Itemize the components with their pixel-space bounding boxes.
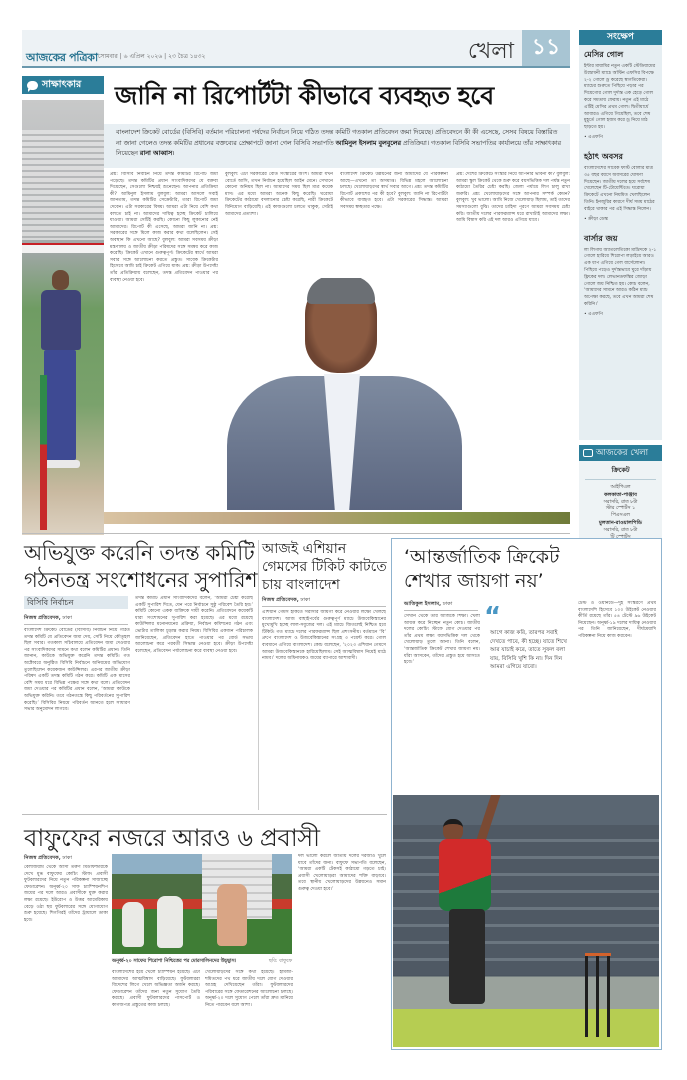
asian-games-byline: [262, 597, 310, 605]
fixture-channel: স্টার স্পোর্টস ১: [605, 506, 636, 512]
bafufe-headline: বাফুফের নজরে আরও ৬ প্রবাসী: [24, 824, 320, 852]
page-number: ১১: [522, 30, 570, 66]
quote-mark-icon: “: [484, 602, 502, 632]
bowler-figure: [437, 795, 521, 1035]
feature-column-1: সেখান থেকে তাঁর আজকে শিক্ষা। খেলা আয়ত্ত করে নিচ্ছেন নতুন কোচ। জাতীয় দলের কোচিং স্টাফে যোগ দেওয়ার পর তাঁর প্রথম লক্ষ্য বয়সভিত্তিক দল থেকে খেলোয়াড় তুলে আনা। তিনি বলেন, ‘আন্তর্জাতিক ক্রিকেট শেখার জায়গা নয়। যাঁরা আসবেন, তাঁদের প্রস্তুত হয়ে আসতে হবে।’: [404, 614, 480, 666]
stadium-stands: [22, 130, 104, 240]
boundary-pole: [40, 375, 47, 530]
fixture-time: সরাসরি, রাত ৮টা: [603, 499, 638, 505]
person-head: [52, 270, 69, 290]
cricket-stumps: [585, 953, 611, 1037]
fixture-time: সরাসরি, রাত ৮টা: [603, 527, 638, 533]
byline-name: নিজস্ব প্রতিবেদক,: [262, 597, 299, 603]
section-title: খেলা: [467, 39, 514, 64]
photo-stadium-standing: [22, 100, 104, 535]
player-figure: [122, 902, 144, 947]
stadium-banner: [22, 243, 104, 253]
headline-line: শেখার জায়গা নয়’: [404, 570, 544, 592]
bafufe-column-3: খেলোয়াড়দের সঙ্গে কথা হয়েছে। হামজা-শমিতদের পথ ধরে জাতীয় দলে যোগ দেওয়ার আগ্রহ দেখিয়েছেন তাঁরা। ফুটবলারদের পরিবারের সঙ্গে ফেডারেশনের আলোচনা চলছে। অনূর্ধ্ব-২০ দলে সুযোগ পেলে তাঁরা দ্রুত মানিয়ে নিতে পারবেন বলে আশা।: [205, 970, 293, 1008]
kicker-label: বিসিবি নির্বাচন: [24, 596, 128, 609]
divider: [262, 606, 386, 607]
photo-caption: [112, 958, 292, 966]
brief-credit: • এএফপি: [584, 311, 603, 317]
photo-portrait-bulbul: [227, 278, 462, 510]
feature-column-2: টেস্ট ও ওয়ানডে—দুই সংস্করণে প্রথম বাংলাদেশি হিসেবে ১০০ উইকেট নেওয়ার কীর্তি রয়েছে তাঁর। ৫৪ টেস্টে ৯৬ উইকেট নিয়েছেন। অনূর্ধ্ব-১৯ দলের দায়িত্ব নেওয়ার পর তিনি জানিয়েছেন, দীর্ঘমেয়াদি পরিকল্পনা নিয়ে কাজ করবেন।: [578, 601, 656, 639]
feature-box-coach: [391, 538, 662, 1050]
fixture-teams: মুলতান-রাওয়ালপিন্ডি: [598, 519, 642, 526]
brief-credit: • এএফপি: [584, 134, 603, 140]
byline-name: নিজস্ব প্রতিবেদক,: [24, 615, 61, 621]
photo-football-celebration: [112, 854, 292, 954]
bafufe-byline: [24, 855, 72, 863]
masthead: [22, 30, 570, 68]
player-figure: [217, 884, 247, 946]
lede-subject-name: আমিনুল ইসলাম বুলবুলের: [335, 139, 401, 147]
asian-games-body: এশিয়ান গেমস হকিতে সরাসরি জায়গা করে নেওয়ার লক্ষ্যে খেলছে বাংলাদেশ। আজ বাছাইপর্বের গুরুত্বপূর্ণ ম্যাচে উজবেকিস্তানের মুখোমুখি হচ্ছে লাল-সবুজের দল। এই ম্যাচে জিতলেই নিশ্চিত হবে টিকিট। গত ম্যাচে দলের পারফরম্যান্স ছিল প্রশংসনীয়। বর্তমানে ‘বি’ গ্রুপে বাংলাদেশ ও উজবেকিস্তানের সংগ্রহ ৩ পয়েন্ট করে। গোল ব্যবধানে এগিয়ে বাংলাদেশ। কোচ বলেছেন, ‘২০২৩ এশিয়ান গেমসে আমরা উজবেকিস্তানকে হারিয়েছিলাম। সেই আত্মবিশ্বাস নিয়েই মাঠে নামব।’ দলের অধিনায়কও জয়ের ব্যাপারে আশাবাদী।: [262, 610, 386, 662]
bowler-jersey: [439, 839, 491, 911]
brand-logo: আজকের পত্রিকা: [26, 51, 98, 64]
headline-line: ‘আন্তর্জাতিক ক্রিকেট: [404, 546, 560, 568]
byline-name: নিজস্ব প্রতিবেদক,: [24, 855, 61, 861]
interview-column-1: প্রশ্ন: বিসিবি নির্বাচন নিয়ে তদন্ত কমিটির রিপোর্ট জমা পড়েছে। তদন্ত কমিটির প্রধান সাংবাদিকদের যে বক্তব্য দিয়েছেন, সেগুলো নিশ্চয়ই শুনেছেন। আপনার প্রতিক্রিয়া কী? আমিনুল ইসলাম বুলবুল: আমরা আসলে সবাই জানতাম, তদন্ত কমিটির সেক্রেটারি, তারা রিপোর্ট জমা দেবেন। এটা সরকারের বিষয়। আমরা এটা নিয়ে বেশি কথা বলতে চাই না। আমাদের দায়িত্ব হচ্ছে ক্রিকেট চালিয়ে যাওয়া। আমরা সেটিই করছি। কোনো কিছু লুকানোর নেই আমাদের। রিপোর্ট কী এসেছে, আমরা জানি না। প্রশ্ন: সরকারের সঙ্গে মিলে কাজ করার কথা বলেছিলেন। সেই অবস্থান কি এখনো আছে? বুলবুল: আমরা সবসময় ক্রীড়া মন্ত্রণালয় ও জাতীয় ক্রীড়া পরিষদের সঙ্গে সমন্বয় করে কাজ করেছি। ক্রিকেট এখানে গুরুত্বপূর্ণ। ক্রিকেটের স্বার্থে আমরা সবার সঙ্গে আলোচনা করতে প্রস্তুত। সাবেক ক্রিকেটার হিসেবে আমি চাই ক্রিকেট এগিয়ে যাক। প্রশ্ন: ক্রীড়া উপদেষ্টা তাঁর প্রতিক্রিয়ায় বলেছেন, তদন্ত প্রতিবেদন পাওয়ার পর ব্যবস্থা নেওয়া হবে।: [110, 172, 218, 283]
sport-name: ক্রিকেট: [611, 466, 630, 474]
feature-byline: [404, 601, 452, 609]
byline-place: ঢাকা: [441, 601, 453, 607]
bafufe-column-4: দল ভালো করলে জাতীয় দলের দরজাও খুলে যাবে তাঁদের জন্য। বাফুফে সভাপতি বলেছেন, ‘আমরা একটি টেকসই কাঠামো গড়তে চাই। প্রবাসী খেলোয়াড়রা আমাদের শক্তি বাড়াবে। তবে স্থানীয় খেলোয়াড়দের উন্নয়নেও সমান গুরুত্ব দেওয়া হবে।’: [298, 854, 386, 892]
bowler-legs: [449, 909, 485, 1004]
interview-column-2: বুলবুল: এটা সরকারের বোর্ড সংস্কারের অংশ। আমরা যখন বোর্ডে আসি, তখন নির্বাচন হয়েছিল আইন মেনে। সেখানে কোনো অনিয়ম ছিল না। আমাদের সময় ছিল মাত্র কয়েক মাস। এর মধ্যে আমরা অনেক কিছু করেছি। ঘরোয়া ক্রিকেটের কাঠামো বদলানোর চেষ্টা করেছি, নারী ক্রিকেটে বিনিয়োগ বাড়িয়েছি। এই কাজগুলো চলতে থাকুক, সেটাই আমাদের প্রত্যাশা।: [225, 172, 333, 217]
interview-lede: [104, 124, 570, 168]
interview-column-3: বাংলাদেশ ক্রিকেট উন্নয়নের জন্য আমাদের যে পরিকল্পনা আছে—এখনো তা অসমাপ্ত। বিভিন্ন মহলে আলোচনা চলছে। খেলোয়াড়দের স্বার্থ সবার আগে। প্রশ্ন: তদন্ত কমিটির রিপোর্ট প্রকাশের পর কী হবে? বুলবুল: জানি না রিপোর্টটা কীভাবে ব্যবহৃত হবে। এটা সরকারের সিদ্ধান্ত। আমরা সবসময় স্বচ্ছতার পক্ষে।: [340, 172, 448, 210]
brief-title: হঠাৎ অবসর: [584, 151, 623, 161]
portrait-hair: [307, 278, 375, 304]
byline-place: ঢাকা: [298, 597, 310, 603]
section-divider: [22, 533, 570, 534]
person-shoes: [42, 460, 80, 468]
briefs-sidebar: [579, 30, 662, 440]
caption-text: অনূর্ধ্ব-২০ সাফের শিরোপা নিশ্চিতের পর মোরসালিনদের উচ্ছ্বাস।: [112, 959, 237, 964]
ground-strip: [104, 512, 570, 524]
byline-name: আতিকুল ইসলাম,: [404, 601, 442, 607]
fixture-teams: কলকাতা-পাঞ্জাব: [604, 491, 637, 498]
column-divider: [258, 540, 259, 810]
brief-text: লা লিগায় অ্যাতলেতিকো মাদ্রিদকে ২-১ গোলে হারিয়ে শিরোপা লড়াইয়ে আরও এক ধাপ এগিয়ে গেল বার্সেলোনা। পিছিয়ে পড়েও দুর্দান্তভাবে ঘুরে দাঁড়ায় ফ্লিকের দল। লেভানডফস্কির জোড়া গোলে জয় নিশ্চিত হয়। কোচ বলেন, ‘আমাদের সামনে আরও কঠিন ম্যাচ অপেক্ষা করছে, তবে এখন আমরা শেষ করিনি।’: [584, 247, 657, 307]
interview-column-4: প্রশ্ন: দেশের ক্রিকেটে সংস্কার নিয়ে আপনার ভাবনা কী? বুলবুল: আমরা স্কুল ক্রিকেট থেকে শুরু করে বয়সভিত্তিক দল পর্যন্ত নতুন কাঠামো তৈরির চেষ্টা করছি। জেলা পর্যায়ে লিগ চালু রাখা জরুরি। প্রশ্ন: খেলোয়াড়দের সঙ্গে আপনার সম্পর্ক কেমন? বুলবুল: খুব ভালো। আমি নিজে খেলোয়াড় ছিলাম, তাই তাদের সমস্যাগুলো বুঝি। তাদের চাহিদা পূরণে আমরা সবসময় চেষ্টা করি। জাতীয় দলের পারফরম্যান্স ধরে রাখাটাই আমাদের লক্ষ্য। আমি বিশ্বাস করি এই দল আরও এগিয়ে যাবে।: [456, 172, 570, 224]
main-headline: জানি না রিপোর্টটা কীভাবে ব্যবহৃত হবে: [115, 81, 494, 110]
lede-text: প্রতিক্রিয়া। গতকাল বিসিবি সভাপতির কার্যালয়ে তাঁর সাক্ষাৎকার নিয়েছেন: [116, 139, 561, 157]
bowler-head: [443, 819, 463, 841]
committee-byline: [24, 615, 72, 623]
divider: [585, 479, 656, 480]
fixture-league: পিএসএল: [611, 513, 630, 519]
newspaper-page: [22, 30, 662, 1050]
brief-item: [579, 45, 662, 147]
lede-reporter-name: রানা আব্বাস: [139, 150, 173, 157]
bafufe-column-2: বাংলাদেশের হয়ে খেলে চ্যাম্পিয়ন হয়েছে। এটা আমাদের আত্মবিশ্বাস বাড়িয়েছে। ফুটবলাররা বিদেশের লিগে খেলে অভিজ্ঞতা অর্জন করছে। ফেডারেশন তাঁদের জন্য নতুন সুযোগ তৈরি করছে। প্রবাসী ফুটবলারদের পাসপোর্ট ও কাগজপত্র প্রস্তুতের কাজ চলছে।: [112, 970, 200, 1008]
brief-text: বাংলাদেশের সাবেক ফাস্ট বোলার মাত্র ৩৫ বছর বয়সে অবসরের ঘোষণা দিয়েছেন। জাতীয় দলের হয়ে সর্বশেষ খেলেছেন টি-টোয়েন্টিতে। ঘরোয়া ক্রিকেটে এখনো নিয়মিত খেলছিলেন তিনি। ইনজুরির কারণে দীর্ঘ সময় মাঠের বাইরে থাকার পর এই সিদ্ধান্ত নিলেন।: [584, 165, 655, 212]
briefs-header: সংক্ষেপ: [579, 30, 662, 45]
interview-tag: [22, 76, 104, 94]
brief-item: [579, 229, 662, 324]
todays-games-title: আজকের খেলা: [596, 448, 649, 458]
brief-credit: • ক্রীড়া ডেস্ক: [584, 216, 608, 222]
brief-title: বার্সার জয়: [584, 233, 618, 243]
divider: [404, 610, 478, 611]
byline-place: ঢাকা: [60, 855, 72, 861]
asian-games-headline: আজই এশিয়ান গেমসের টিকিট কাটতে চায় বাংলাদেশ: [262, 541, 387, 593]
committee-column-2: তদন্ত কমিটি প্রধান সাংবাদিকদের বলেন, ‘আমরা চেষ্টা করেছি একটি সুপারিশ দিতে, যেন পরে নির্বাচনে সুষ্ঠু পরিবেশ তৈরি হয়।’ কমিটি কোনো একক ব্যক্তিকে দায়ী করেনি। প্রতিবেদনে কয়েকটি ধারা সংশোধনের সুপারিশ করা হয়েছে। এর মধ্যে রয়েছে কাউন্সিলর মনোনয়নের প্রক্রিয়া, নির্বাচন কমিশনের গঠন এবং ভোটার তালিকা চূড়ান্ত করার নিয়ম। বিসিবির একজন পরিচালক জানিয়েছেন, প্রতিবেদন হাতে পাওয়ার পর বোর্ড সভায় আলোচনা করে পরবর্তী সিদ্ধান্ত নেওয়া হবে। ক্রীড়া উপদেষ্টা বলেছেন, প্রতিবেদন পর্যালোচনা করে ব্যবস্থা নেওয়া হবে।: [135, 596, 253, 654]
pull-quote: আগে কাজ করি, তারপর সবাই দেখতে পাবে, কী হচ্ছে। যাতে শিখে আর যাচাই করে, তাতে সুফল বলা যায়, বিসিবি খুশি কি না। দিন দিন আমরা এগিয়ে যাবো।: [490, 630, 567, 670]
person-vest: [41, 290, 81, 350]
photo-credit: ছবি: বাফুফে: [268, 959, 292, 964]
brief-text: ইন্টার মায়ামির নতুন একটি স্টেডিয়ামের উদ্বোধনী ম্যাচে অস্টিন এফসির বিপক্ষে ২-২ গোলে ড্র করেছে স্বাগতিকেরা। ম্যাচের শুরুতে পিছিয়ে পড়ার পর দিয়েগোর গোল দুর্দান্ত এক হেড়ে গোল করে সমতায় ফেরায়। নতুন এই মাঠে এটিই মেসির প্রথম গোল। দ্বিতীয়ার্ধে আবারও এগিয়ে গিয়েছিল, তবে শেষ মুহূর্তে গোল হজম করে ড্র নিয়ে মাঠ ছাড়তে হয়।: [584, 64, 656, 131]
chat-bubble-icon: [27, 81, 38, 90]
brief-item: [579, 147, 662, 229]
person-legs: [44, 350, 76, 460]
headline-line: অভিযুক্ত করেনি তদন্ত কমিটি: [24, 541, 255, 565]
feature-headline: [404, 545, 654, 593]
committee-column-1: বাংলাদেশ ক্রিকেট বোর্ডের (বিসিবি) নির্বাচন নিয়ে গঠিত তদন্ত কমিটি যে প্রতিবেদন জমা দেয়, সেটি নিয়ে কৌতূহল ছিল সবার। গতকাল সচিবালয়ে প্রতিবেদন জমা দেওয়ার পর সাংবাদিকদের সামনে কথা বলেন কমিটির প্রধান। তিনি জানান, কাউকে অভিযুক্ত করেনি তদন্ত কমিটি। গত অক্টোবরে অনুষ্ঠিত বিসিবি নির্বাচনে অনিয়মের অভিযোগ তুলেছিলেন কয়েকজন কাউন্সিলর। এরপর জাতীয় ক্রীড়া পরিষদ একটি তদন্ত কমিটি গঠন করে। কমিটি এক মাসের বেশি সময় ধরে বিভিন্ন পক্ষের সঙ্গে কথা বলে। প্রতিবেদন জমা দেওয়ার পর কমিটির প্রধান বলেন, ‘আমরা কাউকে অভিযুক্ত করিনি। তবে গঠনতন্ত্রে কিছু পরিবর্তনের সুপারিশ করেছি।’ বিসিবির নিয়মে পরিবর্তন আনতে হলে সাধারণ সভার অনুমোদন লাগবে।: [24, 628, 130, 713]
todays-games-header: [579, 445, 662, 461]
fixture-league: আইপিএল: [610, 485, 631, 490]
section-divider: [22, 814, 387, 815]
interview-label: সাক্ষাৎকার: [42, 78, 82, 90]
lede-text: ।: [172, 150, 175, 157]
bafufe-column-1: বেলজিয়াম থেকে আসা তরুণ মিডফিল্ডারকে দেখে মুগ্ধ বাফুফের কোচিং স্টাফ। প্রবাসী ফুটবলারদের নিয়ে নতুন পরিকল্পনা সাজাচ্ছে ফেডারেশন। অনূর্ধ্ব-২০ সাফ চ্যাম্পিয়নশিপ জয়ের পর দলে আরও প্রবাসীকে যুক্ত করার লক্ষ্য রয়েছে। ইউরোপ ও উত্তর আমেরিকায় বেড়ে ওঠা ছয় ফুটবলারের সঙ্গে যোগাযোগ শুরু হয়েছে। শিগগিরই তাঁদের ট্রায়ালে ডাকা হবে।: [24, 865, 108, 923]
lede-text: বাংলাদেশ ক্রিকেট বোর্ডের (বিসিবি) বর্তমান পরিচালনা পর্ষদের নির্বাচন নিয়ে গঠিত তদন্ত কমিটি গতকাল প্রতিবেদন জমা দিয়েছে। প্রতিবেদনে কী কী এসেছে, সেসব বিষয়ে বিস্তারিত না জানা গেলেও তদন্ত কমিটির প্রধানের বক্তব্যের প্রেক্ষাপটে জানা গেল বিসিবি সভাপতি: [116, 129, 558, 147]
divider: [24, 624, 128, 625]
headline-line: গঠনতন্ত্র সংশোধনের সুপারিশ: [24, 568, 258, 592]
brief-title: মেসির গোল: [584, 50, 624, 59]
photo-bowler: [393, 795, 659, 1047]
tv-icon: [583, 449, 593, 457]
stadium-steps: [393, 825, 659, 975]
player-figure: [157, 896, 183, 948]
byline-place: ঢাকা: [60, 615, 72, 621]
date-line: সোমবার | ৬ এপ্রিল ২০২৬ | ২৩ চৈত্র ১৪৩২: [98, 53, 206, 60]
fixture: [579, 485, 662, 513]
